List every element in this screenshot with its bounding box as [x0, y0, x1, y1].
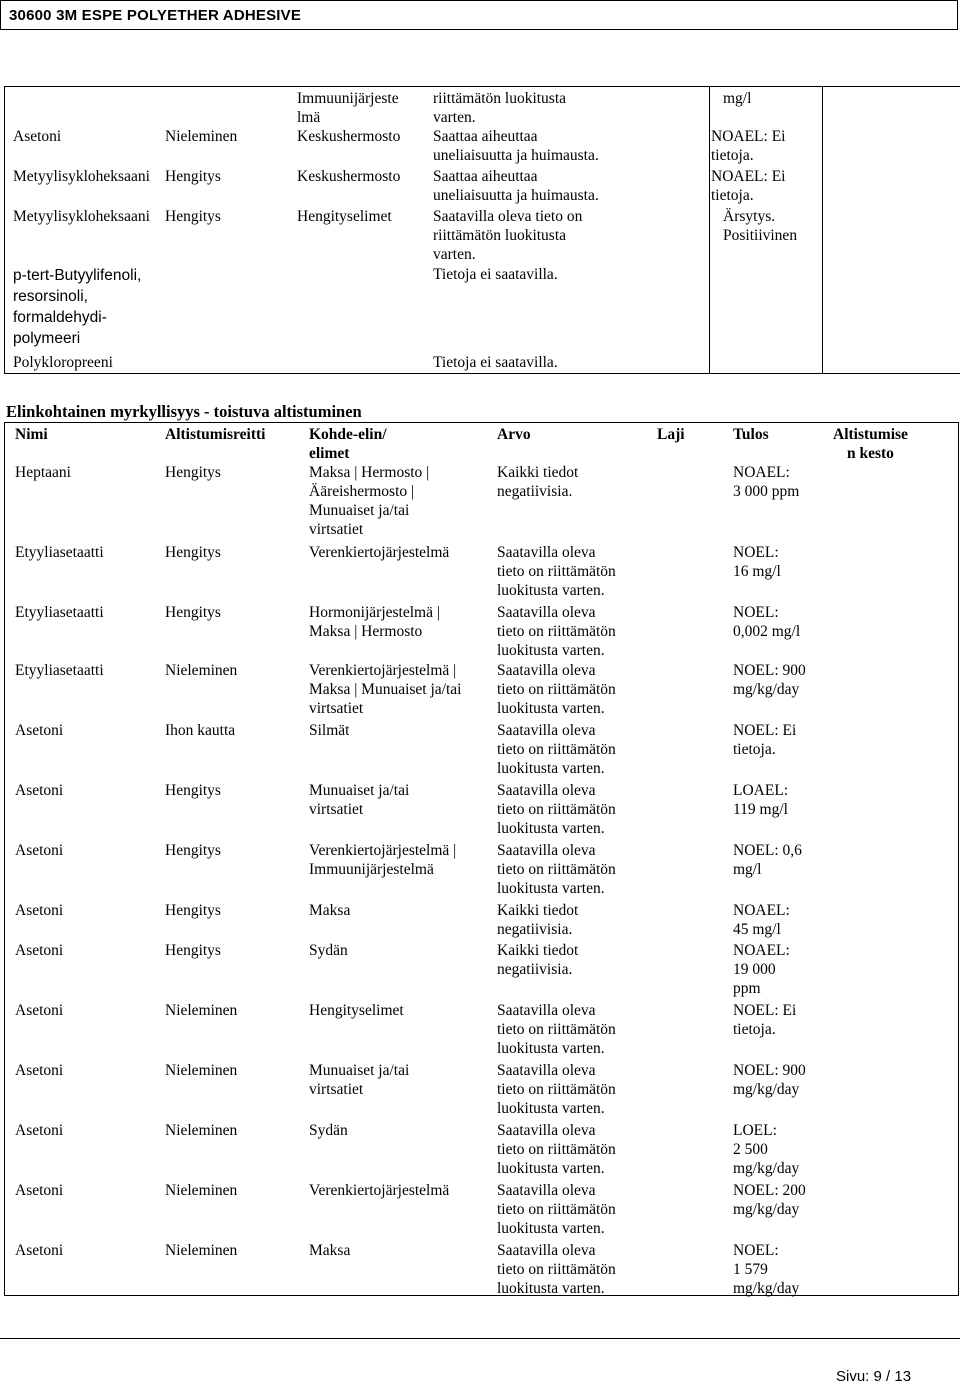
table-cell-route: Hengitys [165, 782, 221, 799]
table-cell-name: Asetoni [15, 1182, 64, 1199]
table-cell-organ: Verenkiertojärjestelmä [309, 544, 450, 561]
table-cell-organ: Sydän [309, 942, 348, 959]
table-cell-value: Saatavilla oleva tieto on riittämätön luokitusta varten. [497, 604, 616, 659]
table-cell-value: Saatavilla oleva tieto on riittämätön luokitusta varten. [497, 722, 616, 777]
document-title: 30600 3M ESPE POLYETHER ADHESIVE [9, 7, 302, 24]
footer-divider [0, 1338, 960, 1339]
table-cell-name: Asetoni [15, 842, 64, 859]
table-cell-name: Asetoni [15, 782, 64, 799]
table-cell-result: NOEL: Ei tietoja. [733, 1002, 797, 1038]
table-cell-result: NOEL: 0,6 mg/l [733, 842, 802, 878]
table-cell-value: riittämätön luokitusta varten. [433, 90, 567, 126]
table-cell-name: Metyylisykloheksaani [13, 168, 150, 185]
table-cell-organ: Keskushermosto [297, 168, 401, 185]
table-cell-result: NOEL: 900 mg/kg/day [733, 662, 806, 698]
table-cell-route: Hengitys [165, 544, 221, 561]
table-cell-organ: Keskushermosto [297, 128, 401, 145]
table-cell-value: Saatavilla oleva tieto on riittämätön luokitusta varten. [497, 1002, 616, 1057]
table-cell-route: Nieleminen [165, 662, 238, 679]
table-cell-value: Saatavilla oleva tieto on riittämätön luokitusta varten. [497, 544, 616, 599]
table-cell-name: Polykloropreeni [13, 354, 113, 371]
single-exposure-table [4, 86, 960, 374]
table-cell-name: Asetoni [15, 942, 64, 959]
table-cell-value: Saatavilla oleva tieto on riittämätön luokitusta varten. [497, 1242, 616, 1297]
table-cell-route: Nieleminen [165, 1242, 238, 1259]
column-header-name: Nimi [15, 426, 48, 443]
table-cell-route: Nieleminen [165, 1182, 238, 1199]
table-cell-organ: Hengityselimet [309, 1002, 404, 1019]
table-cell-name: Metyylisykloheksaani [13, 208, 150, 225]
table-cell-organ: Silmät [309, 722, 350, 739]
table-cell-name: Asetoni [15, 1002, 64, 1019]
table-cell-organ: Verenkiertojärjestelmä | Immuunijärjestelmä [309, 842, 457, 878]
column-header-route: Altistumisreitti [165, 426, 266, 443]
table-cell-result: NOEL: 200 mg/kg/day [733, 1182, 806, 1218]
table-cell-route: Hengitys [165, 168, 221, 185]
table-cell-route: Hengitys [165, 208, 221, 225]
table-cell-result: NOAEL: Ei tietoja. [711, 128, 786, 164]
table-cell-route: Nieleminen [165, 1002, 238, 1019]
table-cell-organ: Munuaiset ja/tai virtsatiet [309, 1062, 410, 1098]
table-cell-value: Saatavilla oleva tieto on riittämätön luokitusta varten. [433, 208, 583, 263]
table-cell-name: Etyyliasetaatti [15, 544, 104, 561]
table-cell-result: NOAEL: 19 000 ppm [733, 942, 790, 997]
table-cell-organ: Immuunijärjeste lmä [297, 90, 399, 126]
table-cell-name: p-tert-Butyylifenoli, resorsinoli, formaldehydi- polymeeri [13, 267, 142, 347]
table-cell-value: Tietoja ei saatavilla. [433, 354, 558, 371]
table-cell-result: NOAEL: Ei tietoja. [711, 168, 786, 204]
table-cell-organ: Maksa [309, 902, 351, 919]
table-cell-organ: Hormonijärjestelmä | Maksa | Hermosto [309, 604, 440, 640]
table-cell-route: Nieleminen [165, 1062, 238, 1079]
column-header-duration: Altistumise n kesto [833, 426, 908, 462]
table-cell-route: Nieleminen [165, 128, 238, 145]
table-column-divider [822, 87, 823, 373]
column-header-species: Laji [657, 426, 685, 443]
table-cell-organ: Maksa | Hermosto | Ääreishermosto | Munuaiset ja/tai virtsatiet [309, 464, 430, 538]
table-cell-organ: Sydän [309, 1122, 348, 1139]
table-cell-name: Asetoni [15, 1242, 64, 1259]
table-cell-result: NOEL: Ei tietoja. [733, 722, 797, 758]
table-cell-result: mg/l [723, 90, 752, 107]
table-cell-name: Asetoni [15, 1062, 64, 1079]
table-cell-result: NOAEL: 3 000 ppm [733, 464, 800, 500]
table-cell-name: Asetoni [15, 902, 64, 919]
table-cell-value: Saatavilla oleva tieto on riittämätön luokitusta varten. [497, 1182, 616, 1237]
table-column-divider [709, 87, 710, 373]
table-cell-organ: Verenkiertojärjestelmä [309, 1182, 450, 1199]
table-cell-organ: Maksa [309, 1242, 351, 1259]
table-cell-route: Hengitys [165, 842, 221, 859]
table-cell-value: Saatavilla oleva tieto on riittämätön luokitusta varten. [497, 662, 616, 717]
page-number: Sivu: 9 / 13 [836, 1368, 912, 1385]
table-cell-value: Saatavilla oleva tieto on riittämätön luokitusta varten. [497, 842, 616, 897]
table-cell-organ: Verenkiertojärjestelmä | Maksa | Munuaiset ja/tai virtsatiet [309, 662, 462, 717]
table-cell-result: LOAEL: 119 mg/l [733, 782, 789, 818]
table-cell-name: Heptaani [15, 464, 71, 481]
table-cell-route: Hengitys [165, 902, 221, 919]
table-cell-route: Ihon kautta [165, 722, 236, 739]
table-cell-value: Saattaa aiheuttaa uneliaisuutta ja huimausta. [433, 168, 599, 204]
table-cell-name: Etyyliasetaatti [15, 604, 104, 621]
document-header [0, 0, 958, 30]
table-cell-name: Asetoni [15, 722, 64, 739]
table-cell-result: LOEL: 2 500 mg/kg/day [733, 1122, 800, 1177]
table-cell-route: Nieleminen [165, 1122, 238, 1139]
table-cell-organ: Munuaiset ja/tai virtsatiet [309, 782, 410, 818]
table-cell-name: Asetoni [13, 128, 62, 145]
table-cell-value: Tietoja ei saatavilla. [433, 266, 558, 283]
table-cell-name: Asetoni [15, 1122, 64, 1139]
table-cell-organ: Hengityselimet [297, 208, 392, 225]
table-cell-result: NOEL: 0,002 mg/l [733, 604, 801, 640]
table-cell-value: Saatavilla oleva tieto on riittämätön luokitusta varten. [497, 782, 616, 837]
table-cell-value: Saatavilla oleva tieto on riittämätön luokitusta varten. [497, 1062, 616, 1117]
table-cell-value: Kaikki tiedot negatiivisia. [497, 464, 579, 500]
table-cell-result: NOEL: 1 579 mg/kg/day [733, 1242, 800, 1297]
table-cell-value: Saattaa aiheuttaa uneliaisuutta ja huimausta. [433, 128, 599, 164]
repeated-exposure-table [4, 422, 959, 1296]
table-cell-route: Hengitys [165, 604, 221, 621]
table-cell-result: NOEL: 900 mg/kg/day [733, 1062, 806, 1098]
column-header-value: Arvo [497, 426, 531, 443]
table-cell-result: NOEL: 16 mg/l [733, 544, 781, 580]
table-cell-result: Ärsytys. Positiivinen [723, 208, 798, 244]
section-title: Elinkohtainen myrkyllisyys - toistuva altistuminen [6, 402, 362, 421]
table-cell-value: Saatavilla oleva tieto on riittämätön luokitusta varten. [497, 1122, 616, 1177]
table-cell-route: Hengitys [165, 942, 221, 959]
table-cell-value: Kaikki tiedot negatiivisia. [497, 942, 579, 978]
table-cell-route: Hengitys [165, 464, 221, 481]
column-header-result: Tulos [733, 426, 769, 443]
table-cell-result: NOAEL: 45 mg/l [733, 902, 790, 938]
table-cell-value: Kaikki tiedot negatiivisia. [497, 902, 579, 938]
column-header-organ: Kohde-elin/ elimet [309, 426, 387, 462]
table-cell-name: Etyyliasetaatti [15, 662, 104, 679]
